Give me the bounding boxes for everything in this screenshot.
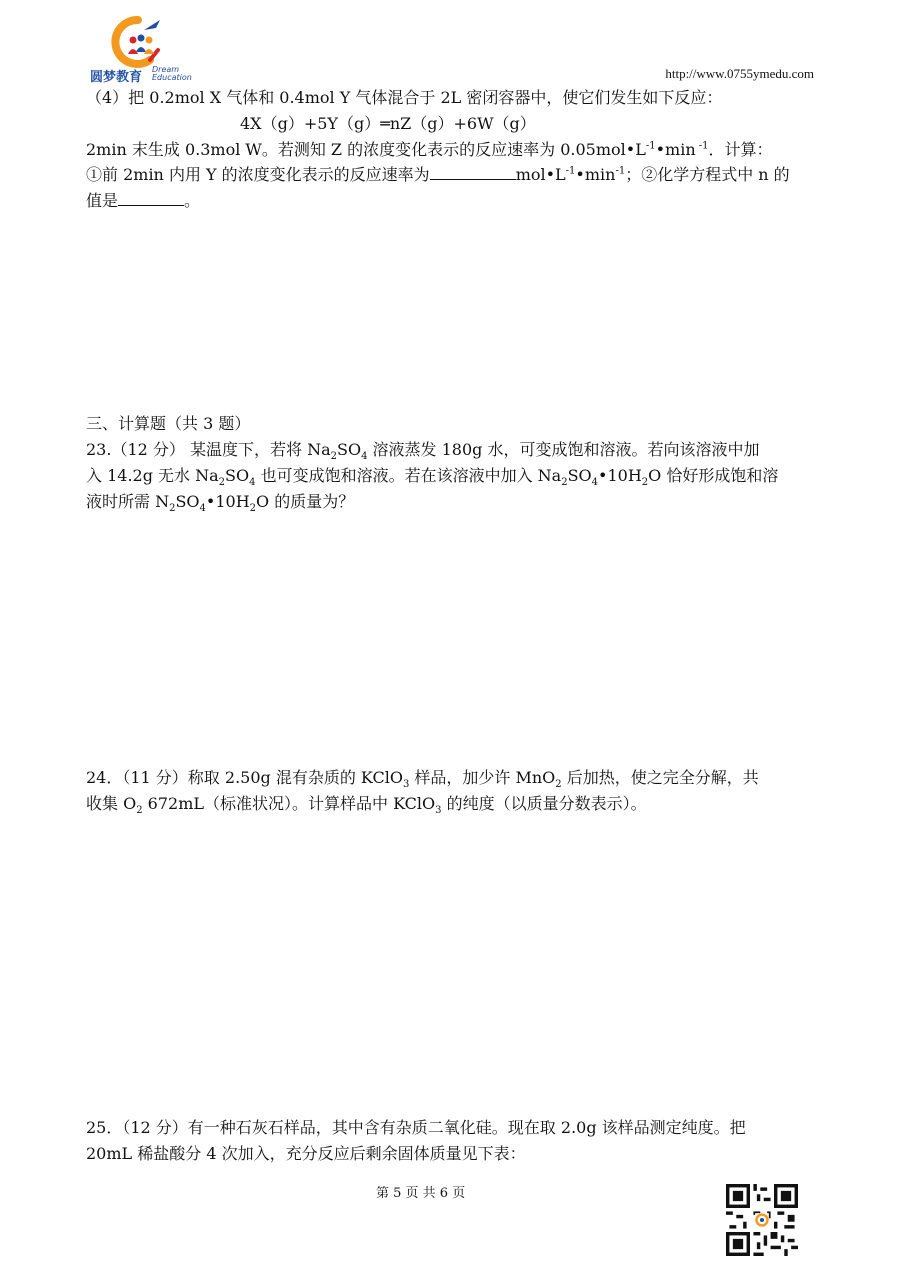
q25-line1: 25．（12 分）有一种石灰石样品，其中含有杂质二氧化硅。现在取 2.0g 该样品测定纯度。把 (86, 1118, 746, 1137)
q4-l3-b: •min (655, 140, 696, 159)
q24-line2 (86, 794, 647, 817)
q23-line1 (86, 440, 760, 463)
q23-l2-f: O 恰好形成饱和溶 (648, 466, 779, 485)
q25-line2: 20mL 稀盐酸分 4 次加入，充分反应后剩余固体质量见下表： (86, 1144, 526, 1163)
q23-l3-sub: 2 (169, 503, 176, 515)
q23-l3-c: •10H (205, 492, 250, 511)
q23-l1-a: 23.（12 分） 某温度下，若将 Na (86, 440, 331, 459)
q23-l2-b: SO (225, 466, 250, 485)
q23-l2-e: •10H (598, 466, 642, 485)
q4-l4-c: •min (575, 165, 616, 184)
q23-l3-sub2: 4 (199, 503, 206, 515)
q24-l2-sub: 2 (136, 805, 143, 817)
q24-l1-sub2: 2 (555, 779, 562, 791)
q24-l2-a: 收集 O (86, 794, 137, 813)
q4-l4-sup2: -1 (615, 165, 626, 177)
logo (88, 14, 200, 84)
q4-l3-sup2: -1 (695, 140, 709, 152)
q4-l3-c: ．计算： (708, 140, 773, 159)
q24-l1-a: 24．（11 分）称取 2.50g 混有杂质的 KClO (86, 768, 403, 787)
q4-l5-b: 。 (184, 191, 201, 210)
q4-line3 (86, 140, 773, 160)
q23-line2 (86, 466, 779, 489)
q23-l1-b: SO (336, 440, 362, 459)
q4-l5-a: 值是 (86, 191, 119, 210)
q4-intro: （4）把 0.2mol X 气体和 0.4mol Y 气体混合于 2L 密闭容器中，使它们发生如下反应： (86, 88, 723, 107)
q23-l2-c: 也可变成饱和溶液。若在该溶液中加入 Na (255, 466, 562, 485)
q4-answer-blank-1[interactable] (430, 164, 516, 180)
q4-l3-sup1: -1 (645, 140, 656, 152)
logo-emblem-icon (88, 14, 200, 70)
section3-title: 三、计算题（共 3 题） (86, 414, 251, 433)
logo-brand-en-line2: Education (152, 73, 192, 82)
q23-l3-a: 液时所需 N (86, 492, 170, 511)
q23-l1-sub2: 4 (361, 451, 368, 463)
q4-l4-d: ；②化学方程式中 n 的 (625, 165, 790, 184)
q23-l2-sub3: 2 (561, 477, 568, 489)
q23-l3-b: SO (175, 492, 200, 511)
q4-equation: 4X（g）+5Y（g）═nZ（g）+6W（g） (240, 114, 536, 133)
q23-l2-sub5: 2 (641, 477, 649, 489)
q24-line1 (86, 768, 759, 791)
q4-l4-sup1: -1 (565, 165, 576, 177)
logo-brand-en-line1: Dream (152, 65, 180, 74)
q23-line3 (86, 492, 355, 515)
q23-l3-sub3: 2 (249, 503, 257, 515)
q24-l2-sub2: 3 (435, 805, 442, 817)
q4-line5 (86, 190, 200, 211)
q23-l2-sub4: 4 (591, 477, 599, 489)
q4-line4 (86, 164, 790, 185)
q23-l2-sub: 2 (218, 477, 226, 489)
q23-l1-sub: 2 (330, 451, 337, 463)
q24-l2-b: 672mL（标准状况）。计算样品中 KClO (142, 794, 436, 813)
q23-l2-a: 入 14.2g 无水 Na (86, 466, 219, 485)
qr-code-icon (726, 1184, 798, 1256)
q24-l1-c: 后加热，使之完全分解，共 (561, 768, 759, 787)
q23-l1-c: 溶液蒸发 180g 水，可变成饱和溶液。若向该溶液中加 (367, 440, 760, 459)
q4-l4-a: ①前 2min 内用 Y 的浓度变化表示的反应速率为 (86, 165, 430, 184)
q4-l3-a: 2min 末生成 0.3mol W。若测知 Z 的浓度变化表示的反应速率为 0.05mol•L (86, 140, 646, 159)
q24-l2-c: 的纯度（以质量分数表示）。 (441, 794, 647, 813)
q23-l2-sub2: 4 (249, 477, 256, 489)
header-url[interactable]: http://www.0755ymedu.com (665, 66, 814, 81)
page-footer: 第 5 页 共 6 页 (376, 1186, 466, 1201)
q23-l3-d: O 的质量为？ (256, 492, 355, 511)
q23-l2-d: SO (567, 466, 592, 485)
q24-l1-sub: 3 (402, 779, 410, 791)
q4-answer-blank-2[interactable] (118, 190, 184, 206)
q24-l1-b: 样品，加少许 MnO (409, 768, 556, 787)
logo-brand-cn: 圆梦教育 (90, 70, 143, 85)
q4-l4-b: mol•L (515, 165, 566, 184)
